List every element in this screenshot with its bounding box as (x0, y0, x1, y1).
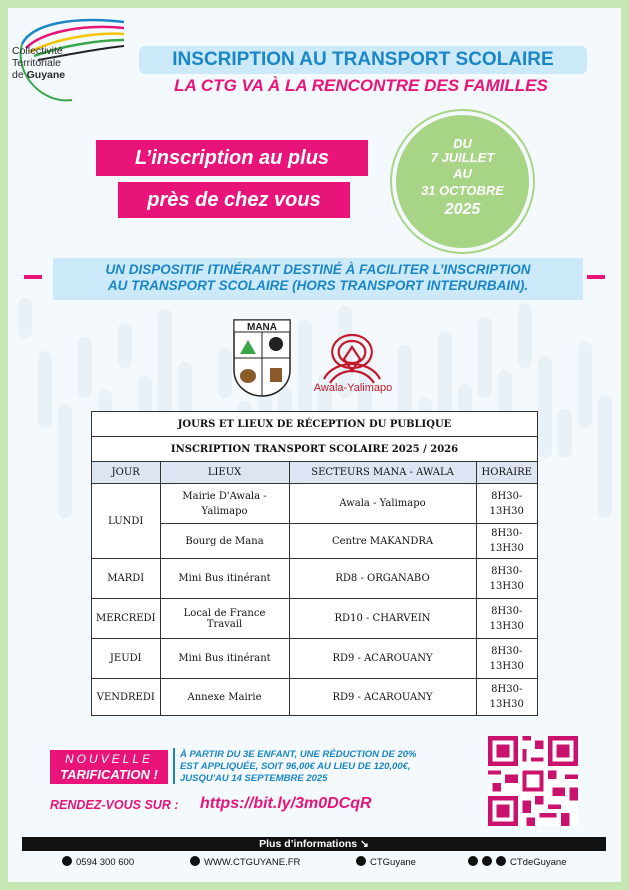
table-heading-1: JOURS ET LIEUX DE RÉCEPTION DU PUBLIQUE (92, 412, 538, 437)
cell-secteur: RD9 - ACAROUANY (289, 639, 476, 679)
cell-jour: LUNDI (92, 484, 161, 559)
cell-horaire: 8H30-13H30 (476, 639, 537, 679)
table-row (92, 639, 538, 679)
cell-horaire: 8H30-13H30 (476, 599, 537, 639)
rendezvous-link[interactable]: https://bit.ly/3m0DCqR (200, 795, 372, 812)
date-du: DU (453, 136, 472, 151)
cell-jour: JEUDI (92, 639, 161, 679)
table-row (92, 679, 538, 716)
cell-horaire: 8H30-13H30 (476, 559, 537, 599)
wave-stripe (518, 303, 532, 368)
qr-code-icon[interactable] (488, 736, 578, 826)
cell-horaire: 8H30-13H30 (476, 679, 537, 716)
cell-secteur: Centre MAKANDRA (289, 524, 476, 559)
wave-stripe (78, 337, 92, 398)
cell-horaire: 8H30-13H30 (476, 484, 537, 524)
slogan-line-2: près de chez vous (118, 182, 350, 218)
table-row (92, 599, 538, 639)
date-end: 31 OCTOBRE (421, 183, 504, 198)
mana-label: MANA (247, 322, 277, 333)
phone-icon (62, 856, 72, 866)
footer-phone[interactable]: 0594 300 600 (62, 856, 134, 869)
more-info-bar: Plus d’informations ↘ (22, 837, 606, 851)
wave-stripe (18, 298, 32, 338)
cell-secteur: RD10 - CHARVEIN (289, 599, 476, 639)
cell-jour: MARDI (92, 559, 161, 599)
promo-divider (173, 748, 175, 784)
left-dash (24, 275, 42, 279)
column-header-secteurs: SECTEURS MANA - AWALA (289, 462, 476, 484)
rendezvous-label: RENDEZ-VOUS SUR : (50, 798, 179, 812)
footer-social[interactable]: CTdeGuyane (468, 856, 567, 869)
main-title: INSCRIPTION AU TRANSPORT SCOLAIRE (139, 46, 587, 74)
dates-circle (392, 111, 533, 252)
cell-lieu: Local de France Travail (160, 599, 289, 639)
wave-stripe (118, 323, 132, 368)
wave-stripe (598, 395, 612, 518)
column-header-lieux: LIEUX (160, 462, 289, 484)
cell-jour: VENDREDI (92, 679, 161, 716)
wave-stripe (38, 351, 52, 428)
wave-stripe (478, 317, 492, 398)
cell-horaire: 8H30-13H30 (476, 524, 537, 559)
column-header-jour: JOUR (92, 462, 161, 484)
cell-lieu: Mini Bus itinérant (160, 559, 289, 599)
date-year: 2025 (444, 201, 481, 218)
instagram-icon (468, 856, 478, 866)
column-header-horaire: HORAIRE (476, 462, 537, 484)
date-start: 7 JUILLET (430, 150, 495, 165)
wave-stripe (218, 348, 232, 398)
slogan-line-1: L’inscription au plus (96, 140, 368, 176)
dispositif-banner: UN DISPOSITIF ITINÉRANT DESTINÉ À FACILITER L’INSCRIPTION AU TRANSPORT SCOLAIRE (HORS TRANSPORT INTERURBAIN). (53, 258, 583, 300)
mana-crest-icon (232, 318, 292, 398)
cell-lieu: Bourg de Mana (160, 524, 289, 559)
pricing-details: À PARTIR DU 3E ENFANT, UNE RÉDUCTION DE 20% EST APPLIQUÉE, SOIT 96,00€ AU LIEU DE 120,00€, JUSQU'AU 14 SEPTEMBRE 2025 (180, 749, 417, 784)
cell-lieu: Annexe Mairie (160, 679, 289, 716)
right-dash (587, 275, 605, 279)
wave-stripe (538, 356, 552, 458)
facebook-icon (356, 856, 366, 866)
cell-secteur: Awala - Yalimapo (289, 484, 476, 524)
x-icon (496, 856, 506, 866)
tiktok-icon (482, 856, 492, 866)
schedule-table (91, 411, 538, 716)
ctg-logo-text: Collectivité Territoriale de Guyane (12, 45, 66, 81)
cell-jour: MERCREDI (92, 599, 161, 639)
new-pricing-badge: NOUVELLE TARIFICATION ! (50, 750, 168, 784)
table-heading-2: INSCRIPTION TRANSPORT SCOLAIRE 2025 / 2026 (92, 437, 538, 462)
wave-stripe (578, 342, 592, 428)
wave-stripe (558, 409, 572, 458)
table-row (92, 484, 538, 524)
cell-lieu: Mairie D'Awala - Yalimapo (160, 484, 289, 524)
wave-stripe (58, 404, 72, 518)
cell-secteur: RD8 - ORGANABO (289, 559, 476, 599)
cell-secteur: RD9 - ACAROUANY (289, 679, 476, 716)
footer-website[interactable]: WWW.CTGUYANE.FR (190, 856, 300, 869)
cell-lieu: Mini Bus itinérant (160, 639, 289, 679)
date-au: AU (453, 166, 472, 181)
awala-yalimapo-label: Awala-Yalimapo (313, 382, 393, 394)
footer-facebook[interactable]: CTGuyane (356, 856, 416, 869)
subtitle: LA CTG VA À LA RENCONTRE DES FAMILLES (174, 76, 548, 95)
table-row (92, 559, 538, 599)
globe-icon (190, 856, 200, 866)
